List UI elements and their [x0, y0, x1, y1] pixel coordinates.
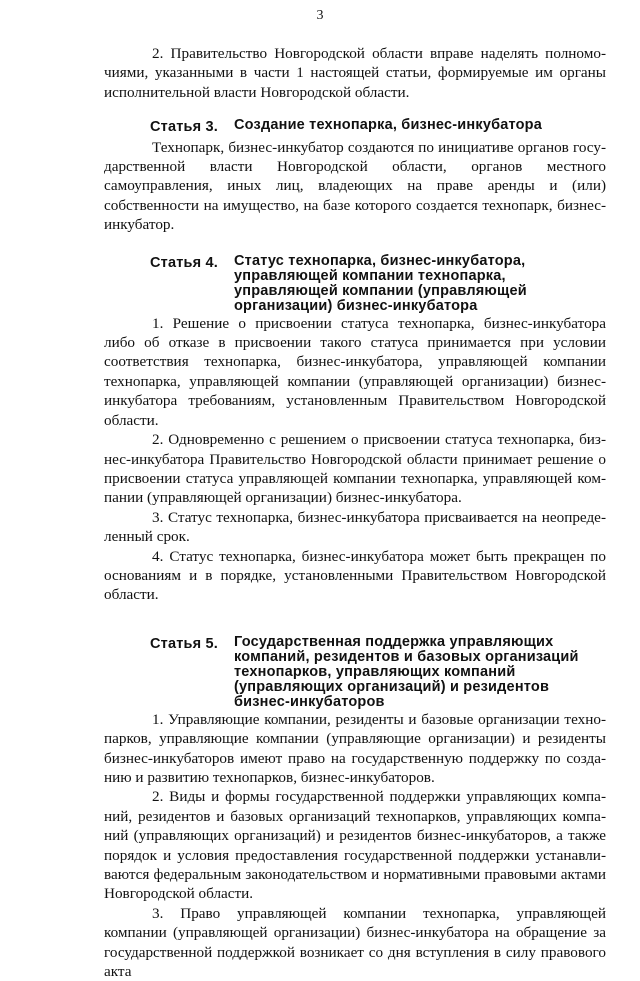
article-3-heading [104, 118, 606, 137]
article-3-label: Статья 3. [150, 119, 219, 136]
article-5-title: Государственная поддержка управляющих компаний, резидентов и базовых организаций технопарков, управляющих компаний (управляющих организаций) и резидентов бизнес-инкубаторов [234, 633, 579, 710]
article-4-part-3: 3. Статус технопарка, бизнес-инкубатора присваивается на неопределенный срок. [104, 508, 606, 546]
article-5-part-1: 1. Управляющие компании, резиденты и базовые организации технопарков, управляющие компании (управляющие организации) и резиденты бизнес-инкубаторов имеют право на государственную поддержку по созданию и развитию технопарков, бизнес-инкубаторов. [104, 710, 606, 786]
article-2-part-2: 2. Правительство Новгородской области вправе наделять полномочиями, указанными в части 1 настоящей статьи, формируемые им органы исполнительной власти Новгородской области. [104, 45, 606, 101]
article-4-part-4: 4. Статус технопарка, бизнес-инкубатора может быть прекращен по основаниям и в порядке, установленными Правительством Новгородской области. [104, 547, 606, 604]
article-5-part-2: 2. Виды и формы государственной поддержки управляющих компаний, резидентов и базовых организаций технопарков, управляющих компаний (управляющих организаций) и резидентов бизнес-инкубаторов, а также порядок и условия предоставления государственной поддержки устанавливаются федеральным законодательством и нормативными правовыми актами Новгородской области. [104, 788, 606, 903]
article-4-heading [104, 254, 606, 314]
article-4-part-1: 1. Решение о присвоении статуса технопарка, бизнес-инкубатора либо об отказе в присвоении такого статуса принимается при условии соответствия технопарка, бизнес-инкубатора, управляющей компании технопарка, управляющей компании (управляющей организации) бизнес-инкубатора требованиям, установленным Правительством Новгородской области. [104, 314, 606, 429]
article-4-title: Статус технопарка, бизнес-инкубатора, управляющей компании технопарка, управляющей компании (управляющей организации) бизнес-инкубатора [234, 252, 527, 314]
article-5-label: Статья 5. [150, 635, 219, 652]
document-body [104, 44, 606, 981]
article-4-label: Статья 4. [150, 254, 219, 271]
article-3-title: Создание технопарка, бизнес-инкубатора [234, 117, 542, 134]
article-3-text: Технопарк, бизнес-инкубатор создаются по инициативе органов государственной власти Новгородской области, органов местного самоуправления, иных лиц, владеющих на праве аренды и (или) собственности на имущество, на базе которого создается технопарк, бизнес-инкубатор. [104, 138, 606, 234]
article-5-heading [104, 635, 606, 710]
article-5-part-3: 3. Право управляющей компании технопарка, управляющей компании (управляющей организации) бизнес-инкубатора на обращение за государственной поддержкой возникает со дня вступления в силу правового акта [104, 904, 606, 981]
page-number: 3 [316, 8, 324, 23]
article-4-part-2: 2. Одновременно с решением о присвоении статуса технопарка, бизнес-инкубатора Правительство Новгородской области принимает решение о присвоении статуса управляющей компании технопарка, управляющей компании (управляющей организации) бизнес-инкубатора. [104, 431, 606, 507]
